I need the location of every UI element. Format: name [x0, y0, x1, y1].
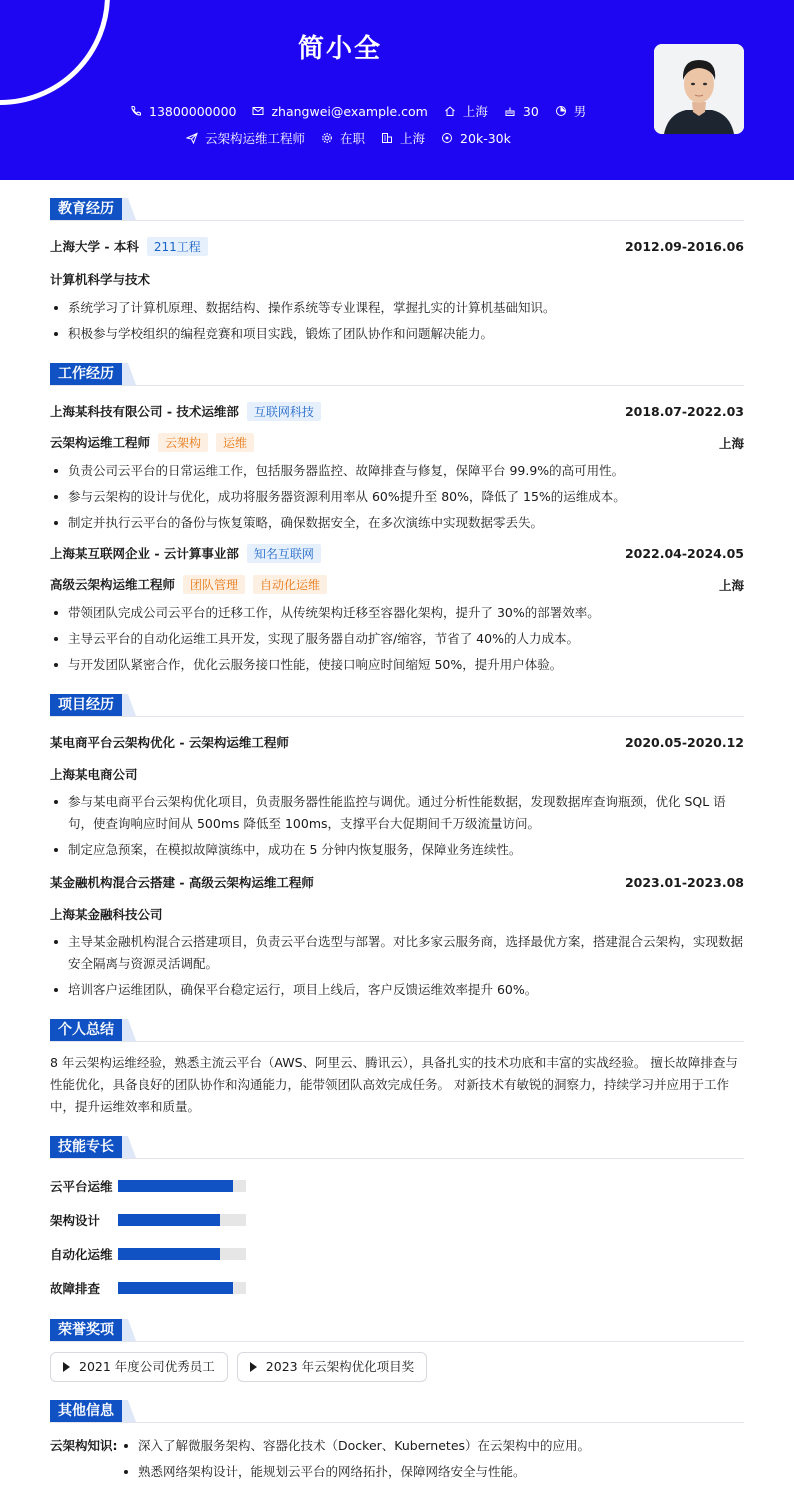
project-entry	[50, 873, 744, 1001]
gender-item	[555, 102, 587, 120]
edu-school-group	[50, 237, 208, 256]
company-tag: 互联网科技	[247, 402, 321, 421]
award-text: 2021 年度公司优秀员工	[79, 1359, 215, 1374]
section-title: 教育经历	[50, 198, 122, 220]
section-title: 项目经历	[50, 694, 122, 716]
target-city-item	[381, 129, 425, 147]
section-title: 工作经历	[50, 363, 122, 385]
section-header	[50, 1400, 744, 1423]
skill-name: 架构设计	[50, 1213, 101, 1228]
email-text: zhangwei@example.com	[271, 103, 428, 119]
job-date: 2018.07-2022.03	[624, 404, 744, 419]
skills-section	[50, 1136, 744, 1305]
edu-header-row	[50, 237, 744, 256]
job-city: 上海	[718, 577, 744, 593]
section-title: 技能专长	[50, 1136, 122, 1158]
job-company: 上海某互联网企业 - 云计算事业部	[50, 546, 239, 561]
job-entry	[50, 402, 744, 534]
project-entry	[50, 733, 744, 861]
job-bullets	[50, 602, 744, 676]
project-date: 2023.01-2023.08	[624, 874, 744, 890]
job-company-group	[50, 544, 321, 563]
project-date: 2020.05-2020.12	[624, 734, 744, 750]
award-list	[50, 1352, 744, 1382]
age-text: 30	[522, 103, 539, 119]
contact-row	[130, 102, 602, 120]
skill-grid	[50, 1169, 744, 1305]
project-header-row	[50, 733, 744, 751]
work-section	[50, 363, 744, 676]
education-section	[50, 198, 744, 345]
job-company-group	[50, 402, 321, 421]
section-header	[50, 694, 744, 717]
job-date: 2022.04-2024.05	[624, 546, 744, 561]
job-entry	[50, 544, 744, 676]
section-title: 其他信息	[50, 1400, 122, 1422]
other-info-row	[50, 1435, 744, 1487]
target-job-item	[186, 129, 305, 147]
job-city: 上海	[718, 435, 744, 451]
other-section	[50, 1400, 744, 1487]
job-bullets	[50, 460, 744, 534]
skill-item	[50, 1203, 403, 1237]
gear-icon	[321, 132, 333, 144]
job-intent-row	[186, 129, 527, 147]
list-item: 与开发团队紧密合作，优化云服务接口性能，使接口响应时间缩短 50%，提升用户体验。	[68, 654, 744, 676]
job-role-row	[50, 433, 744, 452]
salary-item	[441, 131, 511, 146]
salary-text: 20k-30k	[460, 130, 511, 146]
list-item: 负责公司云平台的日常运维工作，包括服务器监控、故障排查与修复，保障平台 99.9%的高可用性。	[68, 460, 744, 482]
list-item: 带领团队完成公司云平台的迁移工作，从传统架构迁移至容器化架构，提升了 30%的部署效率。	[68, 602, 744, 624]
projects-section	[50, 694, 744, 1001]
skill-item	[50, 1237, 403, 1271]
project-bullets	[50, 791, 744, 861]
age-item	[504, 104, 539, 119]
project-org: 上海某电商公司	[50, 767, 138, 782]
job-company: 上海某科技有限公司 - 技术运维部	[50, 404, 239, 419]
hometown-text: 上海	[462, 104, 488, 119]
edu-bullets	[50, 297, 744, 345]
resume-header	[0, 0, 794, 180]
list-item: 深入了解微服务架构、容器化技术（Docker、Kubernetes）在云架构中的应用。	[138, 1435, 744, 1457]
project-name: 某电商平台云架构优化 - 云架构运维工程师	[50, 735, 289, 750]
avatar-portrait	[654, 44, 744, 134]
list-item: 参与云架构的设计与优化，成功将服务器资源利用率从 60%提升至 80%，降低了 15%的运维成本。	[68, 486, 744, 508]
project-name: 某金融机构混合云搭建 - 高级云架构运维工程师	[50, 875, 314, 890]
send-icon	[186, 132, 198, 144]
project-org: 上海某金融科技公司	[50, 907, 163, 922]
summary-text: 8 年云架构运维经验，熟悉主流云平台（AWS、阿里云、腾讯云），具备扎实的技术功底和丰富的实战经验。 擅长故障排查与性能优化，具备良好的团队协作和沟通能力，能带领团队高效完成任务。 对新技术有敏锐的洞察力，持续学习并应用于工作中，提升运维效率和质量。	[50, 1055, 738, 1114]
building-icon	[381, 132, 393, 144]
decorative-ring	[0, 0, 110, 105]
award-item	[50, 1352, 228, 1382]
triangle-icon	[63, 1362, 70, 1372]
list-item: 主导某金融机构混合云搭建项目，负责云平台选型与部署。对比多家云服务商，选择最优方案，搭建混合云架构，实现数据安全隔离与资源灵活调配。	[68, 931, 744, 975]
job-header-row	[50, 544, 744, 563]
section-header	[50, 1136, 744, 1159]
list-item: 参与某电商平台云架构优化项目，负责服务器性能监控与调优。通过分析性能数据，发现数据库查询瓶颈，优化 SQL 语句，使查询响应时间从 500ms 降低至 100ms，支撑平台大促期间千万级流量访问。	[68, 791, 744, 835]
list-item: 系统学习了计算机原理、数据结构、操作系统等专业课程，掌握扎实的计算机基础知识。	[68, 297, 744, 319]
skill-bar-fill	[118, 1248, 220, 1260]
skill-bar	[118, 1180, 246, 1192]
project-header-row	[50, 873, 744, 891]
section-header	[50, 363, 744, 386]
triangle-icon	[250, 1362, 257, 1372]
gender-icon	[555, 105, 567, 117]
role-tag: 运维	[216, 433, 254, 452]
list-item: 主导云平台的自动化运维工具开发，实现了服务器自动扩容/缩容，节省了 40%的人力成本。	[68, 628, 744, 650]
job-role: 高级云架构运维工程师	[50, 577, 176, 592]
status-item	[321, 129, 365, 147]
cake-icon	[504, 105, 516, 117]
project-bullets	[50, 931, 744, 1001]
other-label: 云架构知识:	[50, 1438, 118, 1453]
edu-major: 计算机科学与技术	[50, 272, 151, 287]
job-role-row	[50, 575, 744, 594]
role-tag: 云架构	[158, 433, 208, 452]
skill-bar-fill	[118, 1214, 220, 1226]
target-city-text: 上海	[400, 131, 426, 146]
role-tag: 团队管理	[183, 575, 245, 594]
award-text: 2023 年云架构优化项目奖	[265, 1359, 415, 1374]
award-item	[237, 1352, 427, 1382]
list-item: 制定并执行云平台的备份与恢复策略，确保数据安全，在多次演练中实现数据零丢失。	[68, 512, 744, 534]
list-item: 积极参与学校组织的编程竞赛和项目实践，锻炼了团队协作和问题解决能力。	[68, 323, 744, 345]
other-bullets	[120, 1435, 744, 1487]
skill-name: 自动化运维	[50, 1247, 113, 1262]
job-header-row	[50, 402, 744, 421]
school-name: 上海大学 - 本科	[50, 239, 139, 254]
section-header	[50, 1019, 744, 1042]
job-role: 云架构运维工程师	[50, 435, 151, 450]
money-icon	[441, 132, 453, 144]
email-item	[252, 104, 427, 119]
school-tag: 211工程	[147, 237, 208, 256]
section-title: 个人总结	[50, 1019, 122, 1041]
honors-section	[50, 1319, 744, 1382]
hometown-item	[444, 102, 488, 120]
skill-item	[50, 1169, 403, 1203]
gender-text: 男	[573, 104, 587, 119]
list-item: 熟悉网络架构设计，能规划云平台的网络拓扑，保障网络安全与性能。	[138, 1461, 744, 1483]
skill-bar	[118, 1248, 246, 1260]
job-role-group	[50, 575, 327, 594]
target-job-text: 云架构运维工程师	[205, 131, 306, 146]
candidate-name: 简小全	[297, 34, 382, 64]
phone-text: 13800000000	[149, 103, 237, 119]
status-text: 在职	[340, 131, 366, 146]
skill-name: 故障排查	[50, 1281, 101, 1296]
job-role-group	[50, 433, 254, 452]
role-tag: 自动化运维	[253, 575, 327, 594]
home-icon	[444, 105, 456, 117]
skill-name: 云平台运维	[50, 1179, 113, 1194]
company-tag: 知名互联网	[247, 544, 321, 563]
skill-item	[50, 1271, 403, 1305]
summary-section	[50, 1019, 744, 1118]
edu-date: 2012.09-2016.06	[624, 239, 744, 254]
profile-photo	[654, 44, 744, 134]
list-item: 培训客户运维团队，确保平台稳定运行，项目上线后，客户反馈运维效率提升 60%。	[68, 979, 744, 1001]
phone-item	[130, 104, 236, 119]
skill-bar-fill	[118, 1282, 233, 1294]
email-icon	[252, 105, 264, 117]
section-header	[50, 1319, 744, 1342]
skill-bar	[118, 1282, 246, 1294]
phone-icon	[130, 105, 142, 117]
list-item: 制定应急预案，在模拟故障演练中，成功在 5 分钟内恢复服务，保障业务连续性。	[68, 839, 744, 861]
section-title: 荣誉奖项	[50, 1319, 122, 1341]
section-header	[50, 198, 744, 221]
skill-bar-fill	[118, 1180, 233, 1192]
skill-bar	[118, 1214, 246, 1226]
